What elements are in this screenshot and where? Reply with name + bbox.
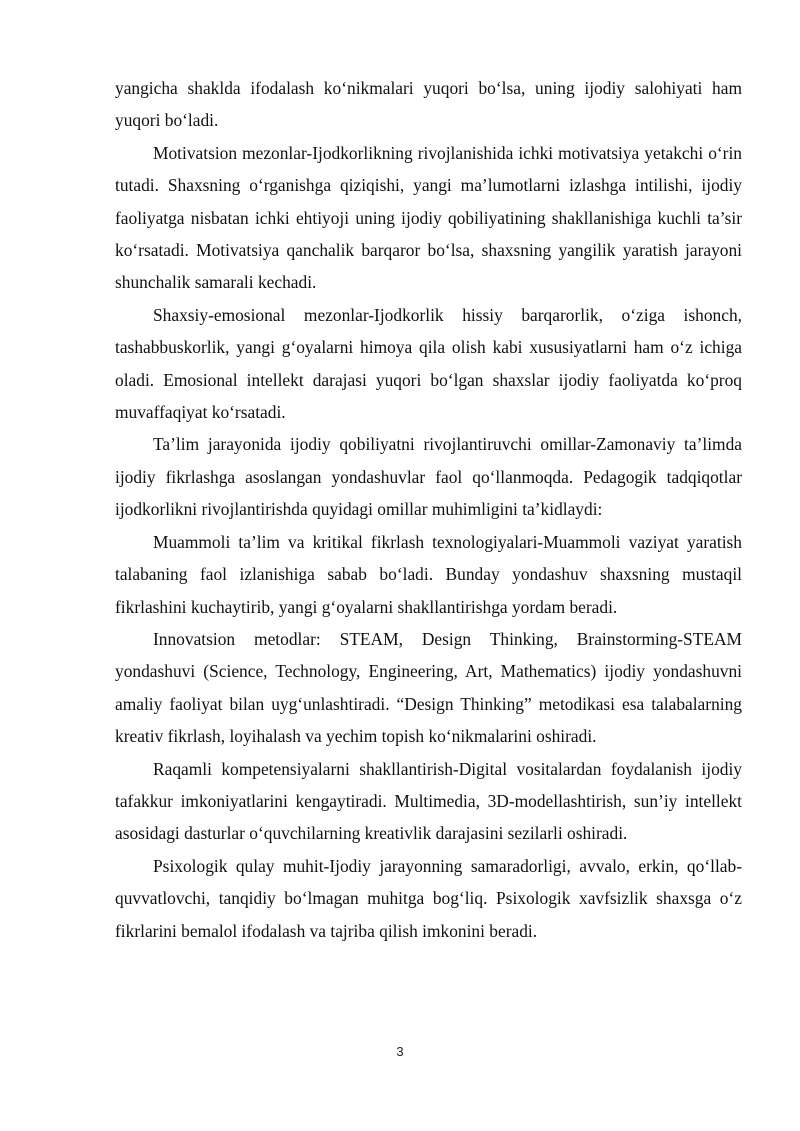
paragraph-motivational-criteria: Motivatsion mezonlar-Ijodkorlikning rivojlanishida ichki motivatsiya yetakchi o‘rin tutadi. Shaxsning o‘rganishga qiziqishi, yangi ma’lumotlarni izlashga intilishi, ijodiy faoliyatga nisbatan ichki ehtiyoji uning ijodiy qobiliyatining shakllanishiga kuchli ta’sir ko‘rsatadi. Motivatsiya qanchalik barqaror bo‘lsa, shaxsning yangilik yaratish jarayoni shunchalik samarali kechadi. [115, 142, 742, 293]
paragraph-problem-based-learning: Muammoli ta’lim va kritikal fikrlash texnologiyalari-Muammoli vaziyat yaratish talabaning faol izlanishiga sabab bo‘ladi. Bunday yondashuv shaxsning mustaqil fikrlashini kuchaytirib, yangi g‘oyalarni shakllantirishga yordam beradi. [115, 531, 742, 617]
paragraph-innovative-methods: Innovatsion metodlar: STEAM, Design Thinking, Brainstorming-STEAM yondashuvi (Science, Technology, Engineering, Art, Mathematics) ijodiy yondashuvni amaliy faoliyat bilan uyg‘unlashtiradi. “Design Thinking” metodikasi esa talabalarning kreativ fikrlash, loyihalash va yechim topish ko‘nikmalarini oshiradi. [115, 628, 742, 747]
paragraph-education-factors: Ta’lim jarayonida ijodiy qobiliyatni rivojlantiruvchi omillar-Zamonaviy ta’limda ijodiy fikrlashga asoslangan yondashuvlar faol qo‘llanmoqda. Pedagogik tadqiqotlar ijodkorlikni rivojlantirishda quyidagi omillar muhimligini ta’kidlaydi: [115, 434, 742, 520]
page-number: 3 [396, 1044, 404, 1059]
paragraph-digital-competencies: Raqamli kompetensiyalarni shakllantirish-Digital vositalardan foydalanish ijodiy tafakkur imkoniyatlarini kengaytiradi. Multimedia, 3D-modellashtirish, sun’iy intellekt asosidagi dasturlar o‘quvchilarning kreativlik darajasini sezilarli oshiradi. [115, 758, 742, 844]
document-body [115, 72, 742, 947]
paragraph-personal-emotional-criteria: Shaxsiy-emosional mezonlar-Ijodkorlik hissiy barqarorlik, o‘ziga ishonch, tashabbuskorlik, yangi g‘oyalarni himoya qila olish kabi xususiyatlarni ham o‘z ichiga oladi. Emosional intellekt darajasi yuqori bo‘lgan shaxslar ijodiy faoliyatda ko‘proq muvaffaqiyat ko‘rsatadi. [115, 304, 742, 423]
paragraph-psychological-environment: Psixologik qulay muhit-Ijodiy jarayonning samaradorligi, avvalo, erkin, qo‘llab-quvvatlovchi, tanqidiy bo‘lmagan muhitga bog‘liq. Psixologik xavfsizlik shaxsga o‘z fikrlarini bemalol ifodalash va tajriba qilish imkonini beradi. [115, 855, 742, 941]
paragraph-continuation: yangicha shaklda ifodalash ko‘nikmalari yuqori bo‘lsa, uning ijodiy salohiyati ham yuqori bo‘ladi. [115, 78, 742, 131]
